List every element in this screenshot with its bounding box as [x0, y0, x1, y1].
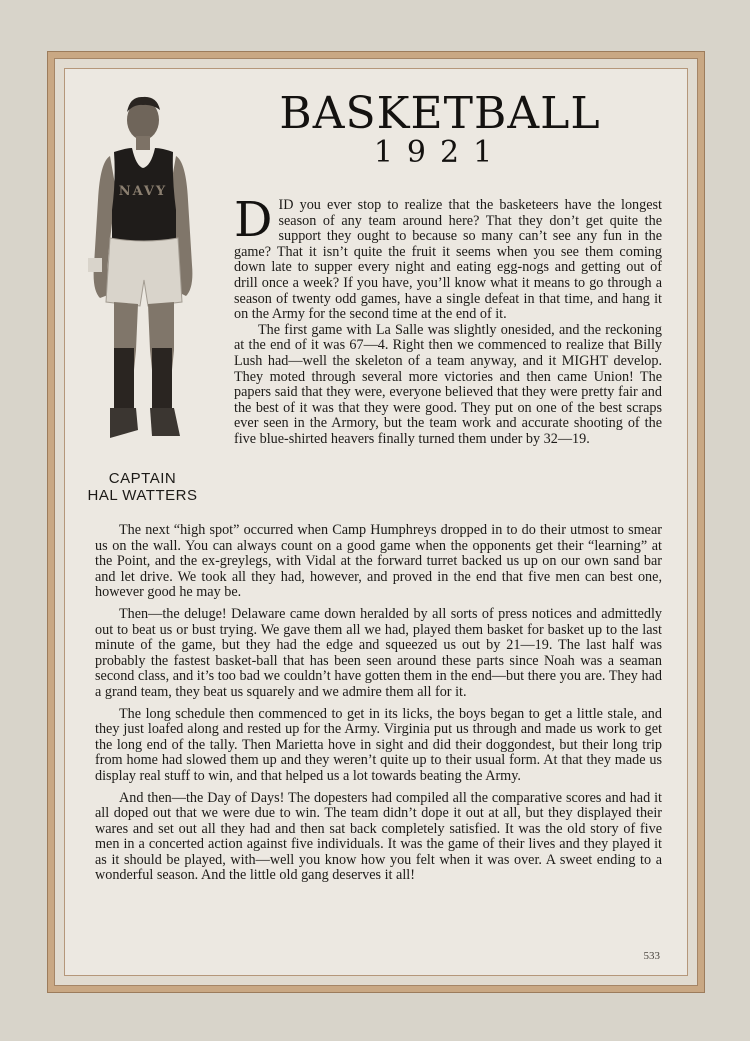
- page-number: 533: [643, 950, 660, 962]
- player-left-shoe: [110, 408, 138, 438]
- paragraph-1: [234, 192, 662, 323]
- paragraph-1-text: ID you ever stop to realize that the basketeers have the longest season of any team around here? That they don’t get quite the support they ought to because so many can’t see any fun in the game? That it isn’t quite the fruit it seems when you see them coming down late to supper every night and eating egg-nogs and getting out of drill once a week? If you have, you’ll know what it means to go through a season of twenty odd games, have a single defeat in that time, and hang it on the Army for the second time at the end of it.: [234, 197, 662, 323]
- article-top: [234, 192, 662, 448]
- jersey-lettering: NAVY: [118, 184, 168, 199]
- article-bottom: [95, 523, 662, 884]
- page-title: BASKETBALL: [279, 88, 601, 139]
- caption-name: HAL WATTERS: [87, 487, 198, 504]
- paragraph-5: The long schedule then commenced to get in its licks, the boys began to get a little stale, and they just loafed along and rested up for the Army. Virginia put us through and made us work to get the long end of the tally. Then Marietta hove in sight and did their doggondest, but their long trip from home had slowed them up and they weren’t quite up to their usual form. At that they made us display real stuff to win, and that helped us a lot towards beating the Army.: [95, 705, 662, 784]
- player-right-shoe: [150, 408, 180, 436]
- captain-photo: [80, 90, 205, 455]
- player-shorts: [106, 238, 182, 306]
- drop-cap: D: [234, 192, 273, 248]
- player-left-sock: [114, 348, 134, 408]
- paragraph-4: Then—the deluge! Delaware came down heralded by all sorts of press notices and admittedly out to beat us or bust trying. We gave them all we had, played them basket for basket up to the last minute of the game, but they had the edge and squeezed us out by 21—19. The last half was probably the fastest basket-ball that has been seen around these parts since Noah was a seaman second class, and it’s too bad we couldn’t have gotten them in the end—but there you are. They had a grand team, they beat us squarely and we admire them all for it.: [95, 605, 662, 700]
- page-year: 1921: [373, 135, 507, 170]
- caption-title: CAPTAIN: [108, 470, 177, 487]
- photo-caption: [70, 470, 215, 504]
- paragraph-2: The first game with La Salle was slightly onesided, and the reckoning at the end of it was 67—4. Right then we commenced to realize that Billy Lush had—well the skeleton of a team anyway, and it MIGHT develop. They moted through several more victories and then came Union! The papers said that they were, everyone believed that they were pretty fair and the best of it was that they were good. They put on one of the best scraps ever seen in the Armory, but the team work and accurate shooting of the five blue-shirted heavers finally turned them under by 32—19.: [234, 321, 662, 447]
- paragraph-6: And then—the Day of Days! The dopesters had compiled all the comparative scores and had it all doped out that we were due to win. The team didn’t dope it out at all, but they displayed their wares and set out all they had and then sat back completely satisfied. It was the old story of five men in a concerted action against five individuals. It was the game of their lives and they played it as it should be played, with—well you know how you felt when it was over. A sweet ending to a wonderful season. And the little old gang deserves it all!: [95, 789, 662, 884]
- paragraph-3: The next “high spot” occurred when Camp Humphreys dropped in to do their utmost to smear us on the wall. You can always count on a good game when the opponents get their “learning” at the Point, and the ex-greylegs, with Vidal at the forward turret backed us up on our own sand bar and let drive. We took all they had, however, and proved in the end that five men can best one, however good he may be.: [95, 522, 662, 601]
- player-right-sock: [152, 348, 172, 408]
